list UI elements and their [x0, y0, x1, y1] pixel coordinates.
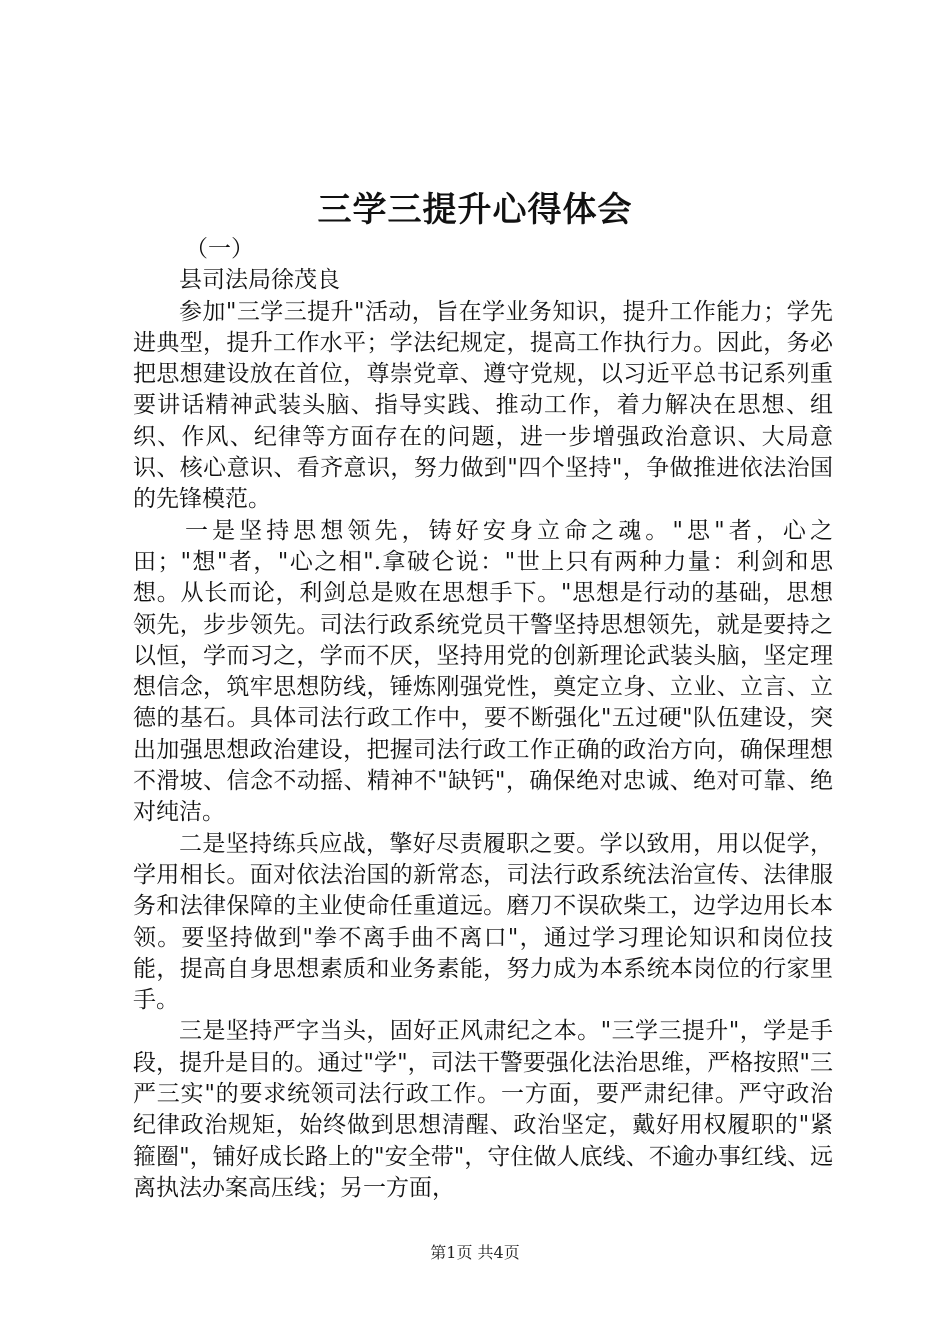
- document-title: 三学三提升心得体会: [317, 190, 633, 230]
- page-number-footer: 第1页 共4页: [430, 1243, 520, 1262]
- paragraph-point-three: 三是坚持严字当头，固好正风肃纪之本。"三学三提升"，学是手段，提升是目的。通过"学"，司法干警要强化法治思维，严格按照"三严三实"的要求统领司法行政工作。一方面，要严肃纪律。严守政治纪律政治规矩，始终做到思想清醒、政治坚定，戴好用权履职的"紧箍圈"，铺好成长路上的"安全带"，守住做人底线、不逾办事红线、远离执法办案高压线；另一方面，: [133, 1018, 833, 1201]
- document-body: [133, 234, 833, 1204]
- paragraph-point-two: 二是坚持练兵应战，擎好尽责履职之要。学以致用，用以促学，学用相长。面对依法治国的新常态，司法行政系统法治宣传、法律服务和法律保障的主业使命任重道远。磨刀不误砍柴工，边学边用长本领。要坚持做到"拳不离手曲不离口"，通过学习理论知识和岗位技能，提高自身思想素质和业务素能，努力成为本系统本岗位的行家里手。: [133, 830, 833, 1014]
- subheading: （一）: [185, 236, 254, 262]
- author-line: 县司法局徐茂良: [179, 267, 340, 294]
- paragraph-point-one: 一是坚持思想领先，铸好安身立命之魂。"思"者，心之田；"想"者，"心之相".拿破仑说："世上只有两种力量：利剑和思想。从长而论，利剑总是败在思想手下。"思想是行动的基础，思想领先，步步领先。司法行政系统党员干警坚持思想领先，就是要持之以恒，学而习之，学而不厌，坚持用党的创新理论武装头脑，坚定理想信念，筑牢思想防线，锤炼刚强党性，奠定立身、立业、立言、立德的基石。具体司法行政工作中，要不断强化"五过硬"队伍建设，突出加强思想政治建设，把握司法行政工作正确的政治方向，确保理想不滑坡、信念不动摇、精神不"缺钙"，确保绝对忠诚、绝对可靠、绝对纯洁。: [133, 517, 833, 826]
- paragraph-intro: 参加"三学三提升"活动，旨在学业务知识，提升工作能力；学先进典型，提升工作水平；学法纪规定，提高工作执行力。因此，务必把思想建设放在首位，尊崇党章、遵守党规，以习近平总书记系列重要讲话精神武装头脑、指导实践、推动工作，着力解决在思想、组织、作风、纪律等方面存在的问题，进一步增强政治意识、大局意识、核心意识、看齐意识，努力做到"四个坚持"，争做推进依法治国的先锋模范。: [133, 298, 833, 513]
